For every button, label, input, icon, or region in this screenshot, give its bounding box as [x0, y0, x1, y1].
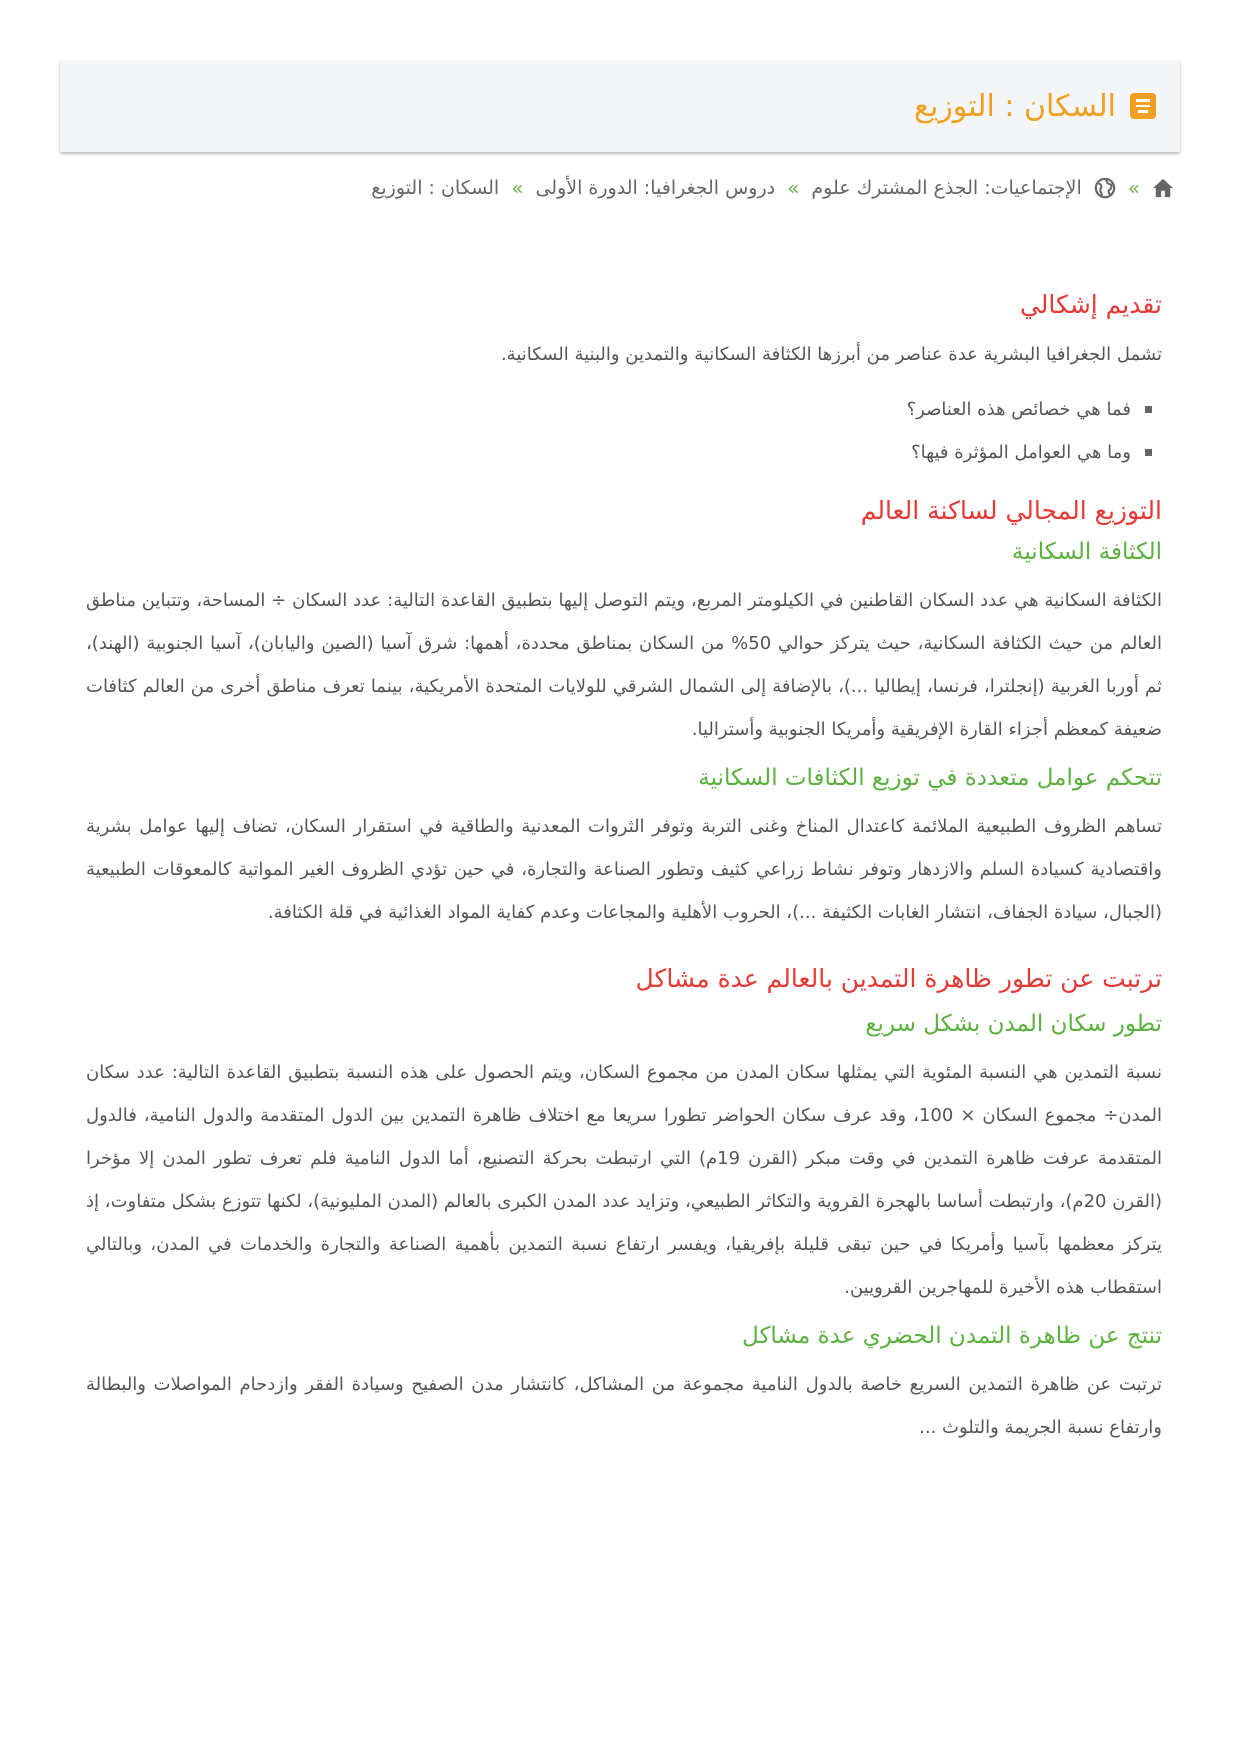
- urban-problems-paragraph: ترتبت عن ظاهرة التمدين السريع خاصة بالدول النامية مجموعة من المشاكل، كانتشار مدن الصفيح وسيادة الفقر وازدحام المواصلات والبطالة وارتفاع نسبة الجريمة والتلوث ...: [86, 1374, 1162, 1438]
- page-title: السكان : التوزيع: [914, 88, 1116, 124]
- question-text: فما هي خصائص هذه العناصر؟: [906, 399, 1131, 420]
- list-item: [86, 388, 1162, 431]
- question-text: وما هي العوامل المؤثرة فيها؟: [911, 442, 1131, 463]
- density-paragraph: الكثافة السكانية هي عدد السكان القاطنين في الكيلومتر المربع، ويتم التوصل إليها بتطبيق القاعدة التالية: عدد السكان ÷ المساحة، وتتباين مناطق العالم من حيث الكثافة السكانية، حيث يتركز حوالي 50% من السكان بمناطق محددة، أهمها: شرق آسيا (الصين واليابان)، آسيا الجنوبية (الهند)، ثم أوربا الغربية (إنجلترا، فرنسا، إيطاليا ...)، بالإضافة إلى الشمال الشرقي للولايات المتحدة الأمريكية، بينما تعرف مناطق أخرى من العالم كثافات ضعيفة كمعظم أجزاء القارة الإفريقية وأمريكا الجنوبية وأستراليا.: [86, 590, 1162, 740]
- section-title-intro: تقديم إشكالي: [1019, 290, 1162, 319]
- breadcrumb-separator: »: [1127, 176, 1140, 200]
- breadcrumb-item-stem[interactable]: الإجتماعيات: الجذع المشترك علوم: [811, 177, 1082, 199]
- breadcrumb-item-geography-lessons[interactable]: دروس الجغرافيا: الدورة الأولى: [535, 177, 776, 199]
- subsection-title-density: الكثافة السكانية: [1012, 539, 1162, 565]
- article-content: [86, 290, 1162, 1449]
- document-icon: [1130, 93, 1156, 119]
- square-bullet-icon: [1145, 449, 1152, 456]
- subsection-title-urban-problems: تنتج عن ظاهرة التمدن الحضري عدة مشاكل: [742, 1323, 1162, 1349]
- subsection-title-urban-growth: تطور سكان المدن بشكل سريع: [865, 1011, 1162, 1037]
- subsection-title-density-factors: تتحكم عوامل متعددة في توزيع الكثافات السكانية: [698, 765, 1162, 791]
- list-item: [86, 431, 1162, 474]
- title-bar: [60, 60, 1180, 152]
- breadcrumb: [371, 176, 1174, 200]
- breadcrumb-separator: »: [511, 176, 524, 200]
- intro-paragraph: تشمل الجغرافيا البشرية عدة عناصر من أبرزها الكثافة السكانية والتمدين والبنية السكانية.: [500, 344, 1162, 365]
- question-list: [86, 388, 1162, 474]
- urban-growth-paragraph: نسبة التمدين هي النسبة المئوية التي يمثلها سكان المدن من مجموع السكان، ويتم الحصول على هذه النسبة بتطبيق القاعدة التالية: عدد سكان المدن÷ مجموع السكان × 100، وقد عرف سكان الحواضر تطورا سريعا مع اختلاف ظاهرة التمدين بين الدول المتقدمة والدول النامية، فالدول المتقدمة عرفت ظاهرة التمدين في وقت مبكر (القرن 19م) التي ارتبطت بحركة التصنيع، أما الدول النامية فلم تعرف تطور المدن إلا مؤخرا (القرن 20م)، وارتبطت أساسا بالهجرة القروية والتكاثر الطبيعي، وتزايد عدد المدن الكبرى بالعالم (المدن المليونية)، لكنها تتوزع بشكل متفاوت، إذ يتركز معظمها بآسيا وأمريكا في حين تبقى قليلة بإفريقيا، ويفسر ارتفاع نسبة التمدين بأهمية الصناعة والتجارة والخدمات في المدن، وبالتالي استقطاب هذه الأخيرة للمهاجرين القرويين.: [86, 1062, 1162, 1298]
- section-title-urbanization: ترتبت عن تطور ظاهرة التمدين بالعالم عدة مشاكل: [635, 964, 1162, 993]
- globe-icon: [1094, 177, 1116, 199]
- square-bullet-icon: [1145, 406, 1152, 413]
- breadcrumb-separator: »: [787, 176, 800, 200]
- section-title-distribution: التوزيع المجالي لساكنة العالم: [860, 496, 1162, 525]
- density-factors-paragraph: تساهم الظروف الطبيعية الملائمة كاعتدال المناخ وغنى التربة وتوفر الثروات المعدنية والطاقية في استقرار السكان، تضاف إليها عوامل بشرية واقتصادية كسيادة السلم والازدهار وتوفر نشاط زراعي كثيف وتطور الصناعة والتجارة، في حين تؤدي الظروف الغير المواتية كالمعوقات الطبيعية (الجبال، سيادة الجفاف، انتشار الغابات الكثيفة ...)، الحروب الأهلية والمجاعات وعدم كفاية المواد الغذائية في قلة الكثافة.: [86, 816, 1162, 923]
- home-icon[interactable]: [1152, 178, 1174, 198]
- breadcrumb-item-current: السكان : التوزيع: [371, 177, 500, 199]
